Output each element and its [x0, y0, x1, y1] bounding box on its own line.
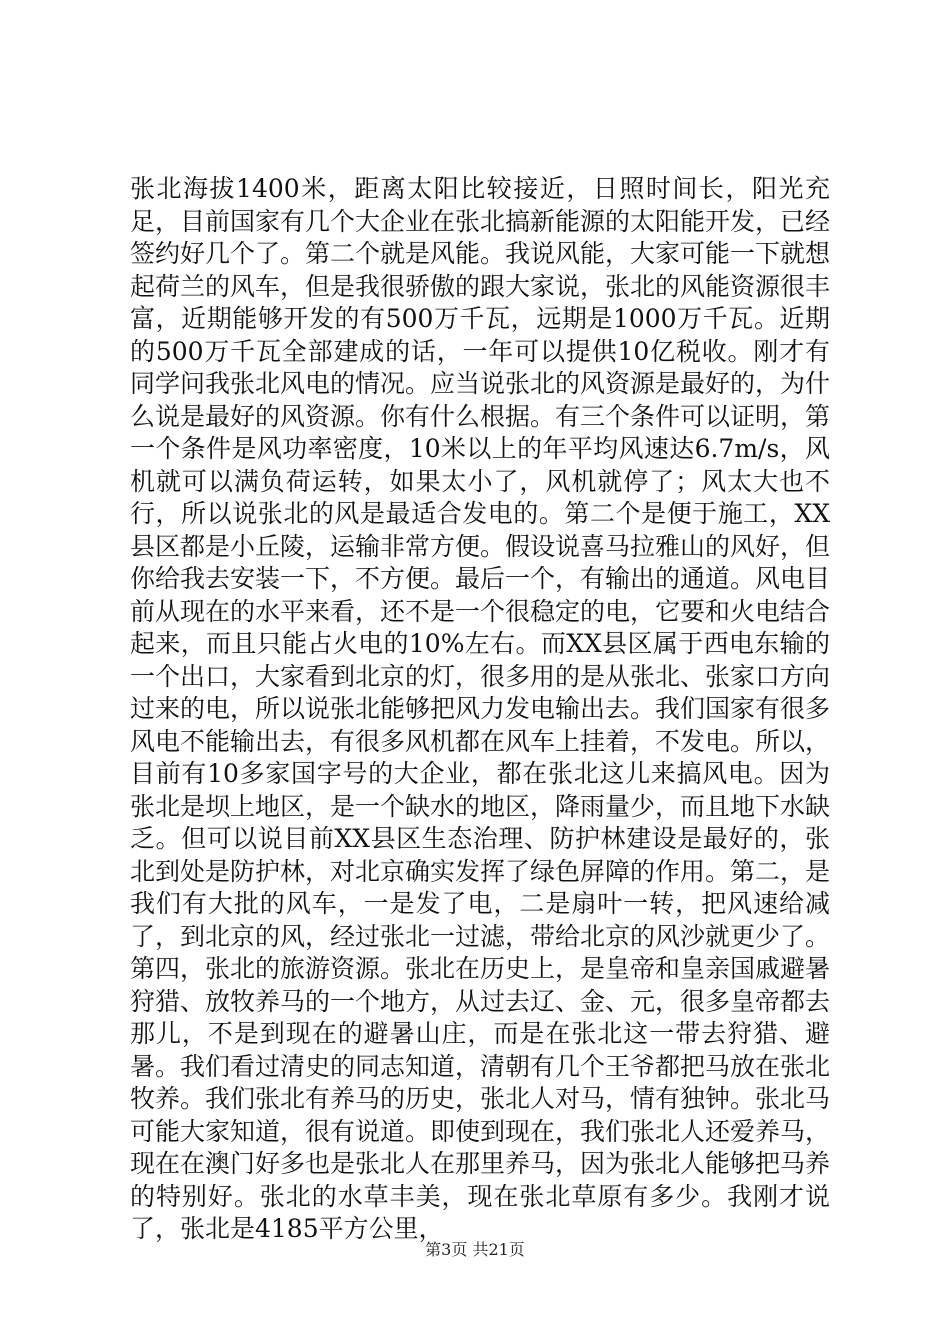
page-footer: 第3页 共21页	[425, 1240, 525, 1259]
body-paragraph: 张北海拔1400米，距离太阳比较接近，日照时间长，阳光充足，目前国家有几个大企业在张北搞新能源的太阳能开发，已经签约好几个了。第二个就是风能。我说风能，大家可能一下就想起荷兰的风车，但是我很骄傲的跟大家说，张北的风能资源很丰富，近期能够开发的有500万千瓦，远期是1000万千瓦。近期的500万千瓦全部建成的话，一年可以提供10亿税收。刚才有同学问我张北风电的情况。应当说张北的风资源是最好的，为什么说是最好的风资源。你有什么根据。有三个条件可以证明，第一个条件是风功率密度，10米以上的年平均风速达6.7m/s，风机就可以满负荷运转，如果太小了，风机就停了；风太大也不行，所以说张北的风是最适合发电的。第二个是便于施工，XX县区都是小丘陵，运输非常方便。假设说喜马拉雅山的风好，但你给我去安装一下，不方便。最后一个，有输出的通道。风电目前从现在的水平来看，还不是一个很稳定的电，它要和火电结合起来，而且只能占火电的10%左右。而XX县区属于西电东输的一个出口，大家看到北京的灯，很多用的是从张北、张家口方向过来的电，所以说张北能够把风力发电输出去。我们国家有很多风电不能输出去，有很多风机都在风车上挂着，不发电。所以，目前有10多家国字号的大企业，都在张北这儿来搞风电。因为张北是坝上地区，是一个缺水的地区，降雨量少，而且地下水缺乏。但可以说目前XX县区生态治理、防护林建设是最好的，张北到处是防护林，对北京确实发挥了绿色屏障的作用。第二，是我们有大批的风车，一是发了电，二是扇叶一转，把风速给减了，到北京的风，经过张北一过滤，带给北京的风沙就更少了。第四，张北的旅游资源。张北在历史上，是皇帝和皇亲国戚避暑狩猎、放牧养马的一个地方，从过去辽、金、元，很多皇帝都去那儿，不是到现在的避暑山庄，而是在张北这一带去狩猎、避暑。我们看过清史的同志知道，清朝有几个王爷都把马放在张北牧养。我们张北有养马的历史，张北人对马，情有独钟。张北马可能大家知道，很有说道。即使到现在，我们张北人还爱养马，现在在澳门好多也是张北人在那里养马，因为张北人能够把马养的特别好。张北的水草丰美，现在张北草原有多少。我刚才说了，张北是4185平方公里，	[130, 174, 831, 1243]
